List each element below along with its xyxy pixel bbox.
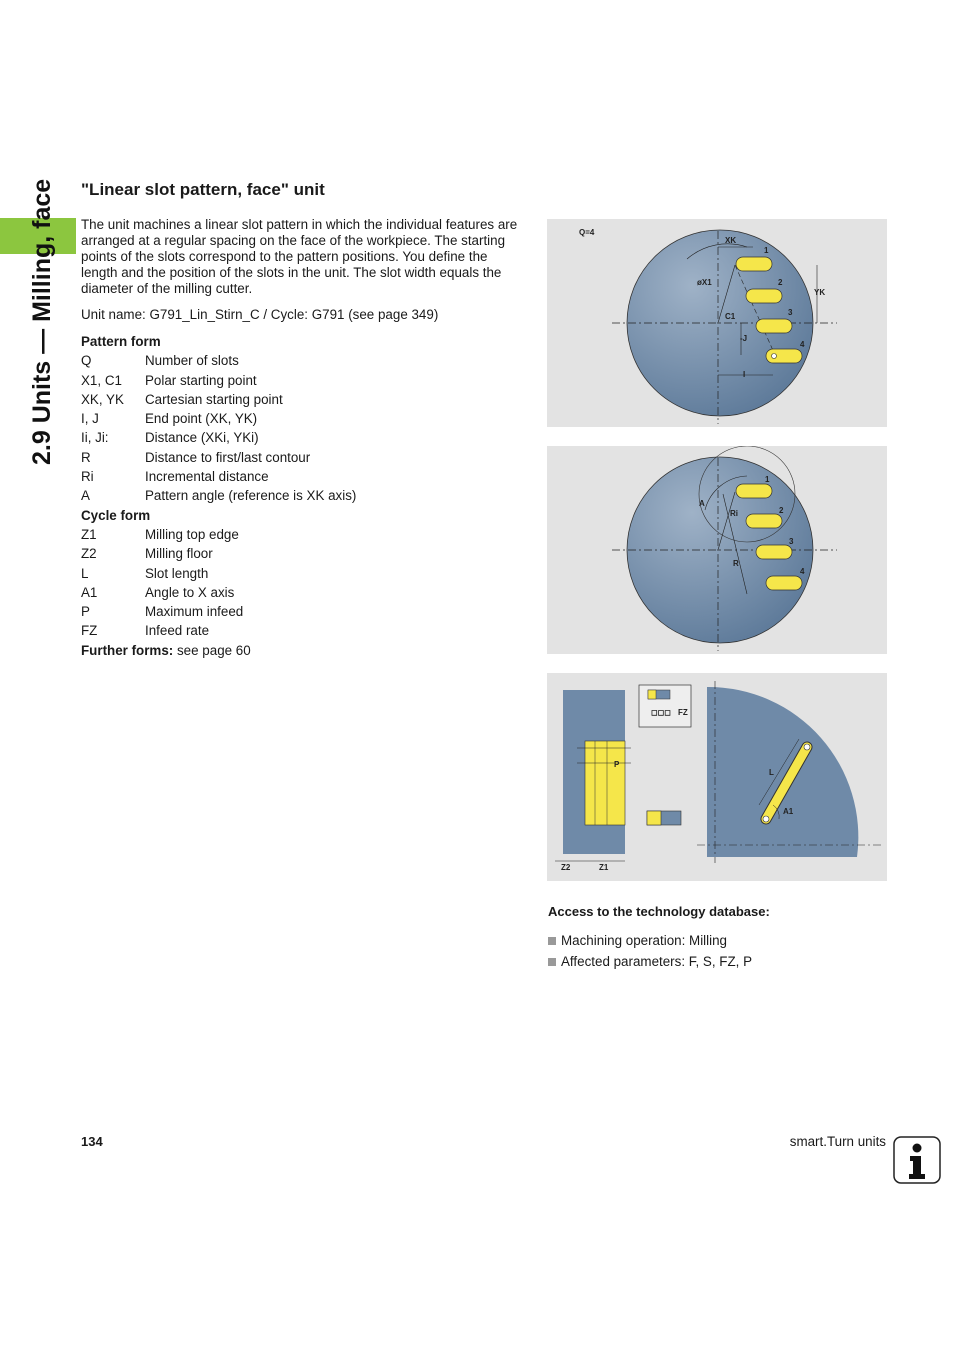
label-a: A [699, 499, 705, 508]
label-x1: øX1 [697, 278, 712, 287]
param-desc: Pattern angle (reference is XK axis) [145, 488, 357, 504]
slot-2 [746, 514, 782, 528]
param-key: Z2 [81, 546, 97, 562]
param-row [81, 583, 356, 602]
label-l: L [769, 768, 774, 777]
label-a1: A1 [783, 807, 794, 816]
label-j: -J [740, 334, 748, 343]
label-z1: Z1 [599, 863, 609, 872]
param-key: A1 [81, 584, 98, 600]
param-row [81, 525, 356, 544]
param-key: A [81, 488, 90, 504]
q-label: Q=4 [579, 228, 595, 237]
slot-3 [756, 545, 792, 559]
list-item [548, 951, 752, 972]
label-yk: YK [814, 288, 826, 297]
label-3: 3 [788, 308, 793, 317]
param-desc: Distance (XKi, YKi) [145, 430, 259, 446]
milled-slot [585, 741, 625, 825]
access-title: Access to the technology database: [548, 904, 770, 919]
info-icon [893, 1136, 941, 1184]
page-number: 134 [81, 1134, 103, 1149]
figure-cycle-form [547, 673, 887, 881]
square-bullet-icon [548, 958, 556, 966]
param-desc: Infeed rate [145, 623, 210, 639]
access-list [548, 930, 752, 972]
param-desc: Angle to X axis [145, 584, 235, 600]
param-desc: Distance to first/last contour [145, 449, 311, 465]
param-desc: Cartesian starting point [145, 391, 283, 407]
param-key: Ii, Ji: [81, 430, 109, 446]
param-key: Ri [81, 469, 94, 485]
figure-polar-pattern [547, 446, 887, 654]
param-desc: Polar starting point [145, 372, 257, 388]
param-row [81, 544, 356, 563]
slot-1 [736, 484, 772, 498]
label-fz: FZ [678, 708, 688, 717]
further-forms-link[interactable]: see page 60 [173, 642, 251, 658]
list-item-text: Machining operation: Milling [561, 933, 727, 948]
label-c1: C1 [725, 312, 736, 321]
parameter-list [81, 332, 356, 660]
param-row [81, 621, 356, 640]
label-2: 2 [779, 506, 784, 515]
param-key: I, J [81, 411, 99, 427]
param-key: Z1 [81, 526, 97, 542]
workpiece-quarter [707, 687, 858, 857]
param-row [81, 564, 356, 583]
list-item-text: Affected parameters: F, S, FZ, P [561, 954, 753, 969]
param-key: XK, YK [81, 391, 124, 407]
label-4: 4 [800, 567, 805, 576]
param-row [81, 467, 356, 486]
cycle-form-title: Cycle form [81, 507, 151, 523]
param-row [81, 602, 356, 621]
param-row [81, 428, 356, 447]
label-fz-symbol: ◻◻◻ [651, 708, 671, 717]
label-z2: Z2 [561, 863, 571, 872]
slot-2 [746, 289, 782, 303]
label-1: 1 [765, 475, 770, 484]
label-4: 4 [800, 340, 805, 349]
page-heading: "Linear slot pattern, face" unit [81, 180, 325, 199]
label-1: 1 [764, 246, 769, 255]
param-row [81, 448, 356, 467]
label-i: I [743, 370, 746, 379]
param-desc: Milling floor [145, 546, 213, 562]
param-row [81, 351, 356, 370]
figure-cartesian-pattern [547, 219, 887, 427]
param-row [81, 371, 356, 390]
slot-1 [736, 257, 772, 271]
pattern-form-title: Pattern form [81, 334, 161, 349]
label-p: P [614, 760, 620, 769]
param-desc: End point (XK, YK) [145, 411, 258, 427]
label-r: R [733, 559, 739, 568]
further-forms [81, 641, 356, 660]
param-desc: Number of slots [145, 353, 239, 369]
param-row [81, 486, 356, 505]
further-forms-label: Further forms: [81, 642, 174, 658]
param-key: Q [81, 353, 92, 369]
param-key: R [81, 449, 91, 465]
slot-4 [766, 576, 802, 590]
section-title: 2.9 Units — Milling, face [28, 178, 56, 465]
param-key: FZ [81, 623, 98, 639]
intro-paragraph: The unit machines a linear slot pattern in which the individual features are arranged at a regular spacing on the face of the workpiece. The starting points of the slots correspond to the pattern positions. You define the length and the position of the slots in the unit. The slot width equals the diameter of the milling cutter. [81, 217, 518, 296]
param-desc: Milling top edge [145, 526, 239, 542]
param-desc: Maximum infeed [145, 604, 244, 620]
label-2: 2 [778, 278, 783, 287]
label-3: 3 [789, 537, 794, 546]
param-row [81, 409, 356, 428]
param-key: P [81, 604, 90, 620]
unit-name: Unit name: G791_Lin_Stirn_C / Cycle: G791 (see page 349) [81, 307, 439, 322]
param-row [81, 390, 356, 409]
square-bullet-icon [548, 937, 556, 945]
param-key: X1, C1 [81, 372, 122, 388]
label-ri: Ri [730, 509, 738, 518]
slot-3 [756, 319, 792, 333]
label-xk: XK [725, 236, 737, 245]
param-desc: Slot length [145, 565, 209, 581]
param-key: L [81, 565, 89, 581]
footer-text: smart.Turn units [789, 1134, 886, 1149]
param-desc: Incremental distance [145, 469, 269, 485]
list-item [548, 930, 752, 951]
